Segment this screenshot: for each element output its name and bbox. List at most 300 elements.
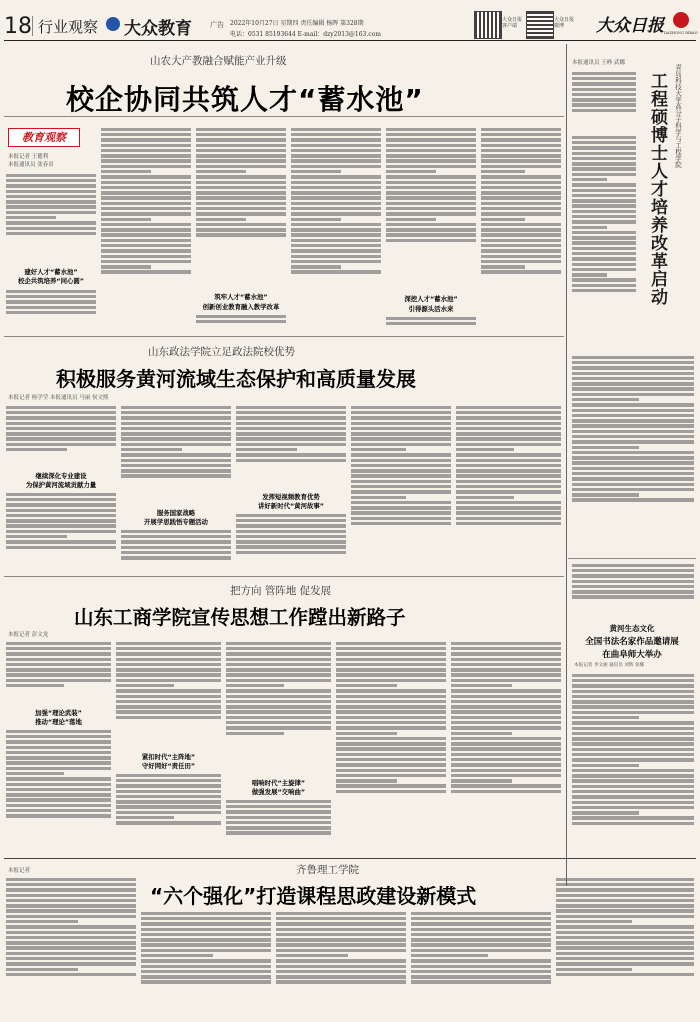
text-line <box>456 480 561 483</box>
text-line <box>226 658 331 661</box>
text-line <box>456 448 514 451</box>
text-line <box>276 954 348 957</box>
text-line <box>386 191 476 194</box>
text-line <box>196 223 286 226</box>
text-line <box>101 270 191 273</box>
article-3-body-col-2 <box>116 640 221 748</box>
article-1-body-col-6 <box>481 126 561 330</box>
text-line <box>121 540 231 543</box>
text-line <box>572 822 694 825</box>
text-line <box>336 742 446 745</box>
text-line <box>451 732 512 735</box>
article-2-headline: 积极服务黄河流域生态保护和高质量发展 <box>56 367 416 391</box>
text-line <box>451 769 561 772</box>
text-line <box>572 695 694 698</box>
side-article-body-2 <box>572 354 694 554</box>
text-line <box>101 239 191 242</box>
text-line <box>291 218 341 221</box>
text-line <box>121 469 231 472</box>
text-line <box>116 663 221 666</box>
text-line <box>291 207 381 210</box>
text-line <box>386 218 436 221</box>
article-2-body-col-2b <box>121 528 231 571</box>
text-line <box>116 705 221 708</box>
text-line <box>572 806 694 809</box>
text-line <box>481 255 561 258</box>
text-line <box>196 233 286 236</box>
text-line <box>276 922 406 925</box>
badge-label-client: 大众日报客户端 <box>502 17 523 29</box>
text-line <box>386 181 476 184</box>
text-line <box>451 689 561 692</box>
text-line <box>456 453 561 456</box>
text-line <box>6 184 96 187</box>
text-line <box>6 295 96 298</box>
text-line <box>236 416 346 419</box>
text-line <box>196 186 286 189</box>
text-line <box>481 181 561 184</box>
paper-pinyin: DAZHONG RIBAO <box>664 31 698 35</box>
text-line <box>276 917 406 920</box>
qr-code-icon <box>526 11 554 39</box>
text-line <box>6 777 111 780</box>
text-line <box>196 202 286 205</box>
text-line <box>141 938 271 941</box>
text-line <box>236 540 346 543</box>
article-2-body-col-3b <box>236 512 346 571</box>
text-line <box>572 590 694 593</box>
text-line <box>226 652 331 655</box>
text-line <box>572 247 636 250</box>
text-line <box>6 427 116 430</box>
text-line <box>572 152 636 155</box>
text-line <box>572 684 694 687</box>
text-line <box>6 931 136 934</box>
text-line <box>351 448 406 451</box>
text-line <box>236 524 346 527</box>
text-line <box>572 498 694 501</box>
text-line <box>6 878 136 881</box>
text-line <box>6 952 136 955</box>
text-line <box>6 406 116 409</box>
text-line <box>6 946 136 949</box>
text-line <box>236 448 297 451</box>
text-line <box>386 159 476 162</box>
paper-logo: 大众日报 <box>596 16 664 36</box>
text-line <box>572 241 636 244</box>
text-line <box>386 207 476 210</box>
text-line <box>121 551 231 554</box>
text-line <box>336 763 446 766</box>
text-line <box>336 695 446 698</box>
text-line <box>226 816 331 819</box>
article-4-byline: 本报记者 <box>8 868 31 874</box>
article-2-body-col-1 <box>6 404 116 468</box>
text-line <box>572 472 694 475</box>
text-line <box>556 941 694 944</box>
text-line <box>481 239 561 242</box>
text-line <box>481 133 561 136</box>
text-line <box>121 406 231 409</box>
text-line <box>572 674 694 677</box>
text-line <box>351 490 451 493</box>
text-line <box>451 695 561 698</box>
text-line <box>336 705 446 708</box>
text-line <box>481 202 561 205</box>
text-line <box>6 642 111 645</box>
article-4-kicker: 齐鲁理工学院 <box>296 864 359 876</box>
text-line <box>572 569 694 572</box>
text-line <box>572 210 636 213</box>
article-1-byline-1: 本报记者 王健利 <box>8 154 49 160</box>
article-3-body-col-1 <box>6 640 111 704</box>
article-2-body-col-2 <box>121 404 231 504</box>
text-line <box>116 684 174 687</box>
text-line <box>456 432 561 435</box>
text-line <box>572 103 636 106</box>
text-line <box>572 440 694 443</box>
text-line <box>6 509 116 512</box>
text-line <box>336 747 446 750</box>
text-line <box>116 695 221 698</box>
text-line <box>121 443 231 446</box>
text-line <box>141 954 213 957</box>
text-line <box>141 959 271 962</box>
text-line <box>116 779 221 782</box>
text-line <box>6 925 136 928</box>
text-line <box>6 432 116 435</box>
text-line <box>386 133 476 136</box>
text-line <box>572 690 694 693</box>
text-line <box>481 233 561 236</box>
text-line <box>291 154 381 157</box>
text-line <box>572 157 636 160</box>
text-line <box>121 530 231 533</box>
text-line <box>456 474 561 477</box>
text-line <box>572 284 636 287</box>
article-2-body-col-5 <box>456 404 561 571</box>
text-line <box>572 236 636 239</box>
text-line <box>572 785 694 788</box>
text-line <box>451 673 561 676</box>
text-line <box>6 904 136 907</box>
text-line <box>572 774 694 777</box>
text-line <box>116 710 221 713</box>
text-line <box>196 320 286 323</box>
text-line <box>572 679 694 682</box>
text-line <box>351 416 451 419</box>
article-3-body-col-4 <box>336 640 446 850</box>
text-line <box>226 721 331 724</box>
text-line <box>336 716 446 719</box>
text-line <box>6 422 116 425</box>
text-line <box>572 194 636 197</box>
text-line <box>456 469 561 472</box>
text-line <box>291 159 381 162</box>
text-line <box>291 175 381 178</box>
text-line <box>572 811 639 814</box>
text-line <box>236 545 346 548</box>
text-line <box>572 356 694 359</box>
text-line <box>6 200 96 203</box>
text-line <box>556 915 694 918</box>
text-line <box>456 443 561 446</box>
text-line <box>572 77 636 80</box>
text-line <box>6 535 67 538</box>
text-line <box>291 223 381 226</box>
text-line <box>572 167 636 170</box>
text-line <box>226 710 331 713</box>
article-3-body-col-2b <box>116 772 221 850</box>
text-line <box>556 925 694 928</box>
article-1-body-col-3 <box>196 126 286 280</box>
text-line <box>6 798 111 801</box>
text-line <box>196 128 286 131</box>
side-article-intro <box>572 70 636 130</box>
text-line <box>121 556 231 559</box>
text-line <box>572 758 694 761</box>
text-line <box>6 179 96 182</box>
text-line <box>6 290 96 293</box>
text-line <box>456 464 561 467</box>
text-line <box>572 263 636 266</box>
text-line <box>6 546 116 549</box>
text-line <box>6 915 136 918</box>
article-2-subhead-3b: 讲好新时代“黄河故事” <box>258 502 324 510</box>
text-line <box>121 427 231 430</box>
text-line <box>556 888 694 891</box>
text-line <box>572 220 636 223</box>
text-line <box>336 679 446 682</box>
text-line <box>556 894 694 897</box>
text-line <box>572 483 694 486</box>
text-line <box>6 684 64 687</box>
text-line <box>572 199 636 202</box>
qr-code-icon <box>474 11 502 39</box>
text-line <box>556 899 694 902</box>
text-line <box>351 432 451 435</box>
text-line <box>456 511 561 514</box>
text-line <box>481 244 561 247</box>
text-line <box>572 82 636 85</box>
text-line <box>6 211 96 214</box>
text-line <box>101 207 191 210</box>
text-line <box>411 922 551 925</box>
text-line <box>411 954 488 957</box>
text-line <box>572 361 694 364</box>
text-line <box>572 816 694 819</box>
text-line <box>556 946 694 949</box>
text-line <box>572 409 694 412</box>
text-line <box>572 226 607 229</box>
text-line <box>121 416 231 419</box>
text-line <box>451 726 561 729</box>
text-line <box>116 642 221 645</box>
text-line <box>276 928 406 931</box>
text-line <box>121 411 231 414</box>
text-line <box>226 726 331 729</box>
text-line <box>6 909 136 912</box>
text-line <box>6 957 136 960</box>
text-line <box>116 700 221 703</box>
text-line <box>336 658 446 661</box>
text-line <box>351 443 451 446</box>
text-line <box>6 514 116 517</box>
article-2-body-col-4 <box>351 404 451 571</box>
text-line <box>226 663 331 666</box>
text-line <box>6 437 116 440</box>
text-line <box>141 912 271 915</box>
text-line <box>481 170 525 173</box>
text-line <box>572 419 694 422</box>
text-line <box>572 98 636 101</box>
text-line <box>196 315 286 318</box>
text-line <box>236 432 346 435</box>
text-line <box>116 679 221 682</box>
text-line <box>101 149 191 152</box>
text-line <box>386 212 476 215</box>
text-line <box>351 464 451 467</box>
text-line <box>481 165 561 168</box>
text-line <box>481 207 561 210</box>
text-line <box>572 93 636 96</box>
text-line <box>6 788 111 791</box>
text-line <box>481 159 561 162</box>
text-line <box>556 952 694 955</box>
text-line <box>101 159 191 162</box>
text-line <box>556 936 694 939</box>
text-line <box>6 519 116 522</box>
text-line <box>456 422 561 425</box>
text-line <box>276 938 406 941</box>
text-line <box>6 190 96 193</box>
text-line <box>6 936 136 939</box>
text-line <box>481 249 561 252</box>
page-number: 18 <box>4 14 32 39</box>
text-line <box>196 170 246 173</box>
text-line <box>226 831 331 834</box>
article-3-body-col-3b <box>226 798 331 850</box>
text-line <box>386 233 476 236</box>
text-line <box>101 255 191 258</box>
article-3-subhead-2: 紧扣时代“主阵地” <box>141 753 196 761</box>
text-line <box>336 726 446 729</box>
article-1-body-col-3b <box>196 313 286 330</box>
text-line <box>6 503 116 506</box>
text-line <box>196 181 286 184</box>
text-line <box>351 501 451 504</box>
text-line <box>456 437 561 440</box>
text-line <box>351 522 451 525</box>
text-line <box>141 970 271 973</box>
article-3-body-col-3 <box>226 640 331 774</box>
text-line <box>481 223 561 226</box>
article-1-subhead-2: 筑牢人才“蓄水池” <box>214 293 268 301</box>
text-line <box>101 228 191 231</box>
article-1-kicker: 山农大产教融合赋能产业升级 <box>150 55 287 67</box>
text-line <box>196 149 286 152</box>
text-line <box>236 443 346 446</box>
text-line <box>116 673 221 676</box>
article-1-byline-2: 本报通讯员 张春景 <box>8 162 54 168</box>
text-line <box>236 519 346 522</box>
text-line <box>101 175 191 178</box>
text-line <box>386 175 476 178</box>
text-line <box>456 501 561 504</box>
text-line <box>572 430 694 433</box>
side-article-2-headline-2: 在曲阜师大举办 <box>602 650 662 660</box>
text-line <box>572 716 639 719</box>
text-line <box>411 959 551 962</box>
text-line <box>291 128 381 131</box>
text-line <box>481 228 561 231</box>
text-line <box>336 732 397 735</box>
text-line <box>572 268 636 271</box>
text-line <box>226 716 331 719</box>
text-line <box>196 154 286 157</box>
text-line <box>351 453 451 456</box>
text-line <box>572 727 694 730</box>
article-1-headline: 校企协同共筑人才“蓄水池” <box>66 83 424 116</box>
text-line <box>351 459 451 462</box>
article-1-body-col-2 <box>101 126 191 330</box>
text-line <box>101 233 191 236</box>
text-line <box>556 909 694 912</box>
text-line <box>351 480 451 483</box>
side-article-byline: 本报通讯员 王峥 武娜 <box>572 60 625 66</box>
text-line <box>572 493 639 496</box>
text-line <box>6 767 111 770</box>
text-line <box>101 223 191 226</box>
text-line <box>572 585 694 588</box>
text-line <box>291 244 381 247</box>
text-line <box>6 941 136 944</box>
text-line <box>572 289 636 292</box>
text-line <box>6 973 136 976</box>
article-3-subhead-2b: 守好网好“责任田” <box>141 762 196 770</box>
text-line <box>291 170 341 173</box>
text-line <box>236 406 346 409</box>
text-line <box>572 231 636 234</box>
text-line <box>236 427 346 430</box>
text-line <box>336 710 446 713</box>
text-line <box>572 393 694 396</box>
text-line <box>451 668 561 671</box>
text-line <box>141 943 271 946</box>
text-line <box>451 716 561 719</box>
text-line <box>6 530 116 533</box>
text-line <box>572 173 636 176</box>
article-2-body-col-1b <box>6 491 116 571</box>
text-line <box>572 403 694 406</box>
text-line <box>572 446 639 449</box>
text-line <box>572 801 694 804</box>
text-line <box>451 737 561 740</box>
text-line <box>336 753 446 756</box>
text-line <box>116 658 221 661</box>
text-line <box>101 191 191 194</box>
text-line <box>236 514 346 517</box>
text-line <box>276 965 406 968</box>
text-line <box>411 943 551 946</box>
text-line <box>481 212 561 215</box>
text-line <box>116 811 221 814</box>
text-line <box>226 695 331 698</box>
text-line <box>481 138 561 141</box>
text-line <box>386 186 476 189</box>
text-line <box>276 912 406 915</box>
text-line <box>101 244 191 247</box>
